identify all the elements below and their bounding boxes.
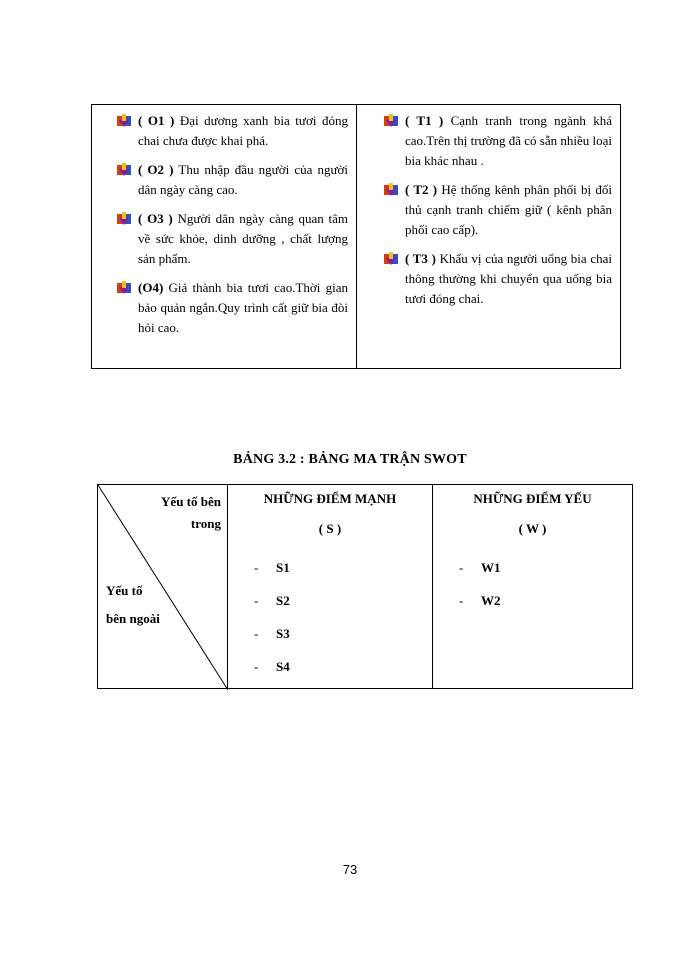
strengths-header: NHỮNG ĐIỂM MẠNH [263, 491, 397, 506]
threats-column [357, 105, 620, 368]
opportunity-item [116, 111, 348, 151]
dash: - [459, 593, 464, 608]
bullet-arrow-icon [116, 163, 132, 177]
item-code: ( O3 ) [138, 211, 173, 226]
internal-factors-label [161, 491, 221, 535]
item-text: Hệ thống kênh phân phối bị đối thủ cạnh tranh chiếm giữ ( kênh phân phối cao cấp). [405, 182, 612, 237]
weakness-label: W1 [481, 560, 501, 575]
weakness-label: W2 [481, 593, 501, 608]
dash: - [254, 560, 259, 575]
item-text: Đại dương xanh bia tươi đóng chai chưa được khai phá. [138, 113, 348, 148]
strength-label: S3 [276, 626, 290, 641]
dash: - [254, 626, 259, 641]
external-label-line: bên ngoài [106, 611, 160, 626]
opportunities-column [92, 105, 357, 368]
bullet-arrow-icon [116, 114, 132, 128]
list-item [228, 551, 432, 584]
strength-label: S2 [276, 593, 290, 608]
item-text: Cạnh tranh trong ngành khá cao.Trên thị trường đã có sẵn nhiều loại bia khác nhau . [405, 113, 612, 168]
opportunity-item [116, 160, 348, 200]
threat-item [383, 180, 612, 240]
list-item [433, 584, 632, 617]
opportunity-item [116, 278, 348, 338]
external-factors-label [106, 577, 160, 633]
threat-item [383, 249, 612, 309]
item-text: Giá thành bia tươi cao.Thời gian bảo quản ngắn.Quy trình cất giữ bia đòi hỏi cao. [138, 280, 349, 335]
swot-corner-cell [98, 485, 228, 688]
item-text: Thu nhập đầu người của người dân ngày càng cao. [138, 162, 348, 197]
opportunity-item [116, 209, 348, 269]
dash: - [254, 593, 259, 608]
item-code: ( T1 ) [405, 113, 444, 128]
item-text: Khẩu vị của người uống bia chai thông thường khi chuyển qua uống bia tươi đóng chai. [405, 251, 612, 306]
bullet-arrow-icon [116, 212, 132, 226]
dash: - [459, 560, 464, 575]
item-code: (O4) [138, 280, 164, 295]
bullet-arrow-icon [383, 183, 399, 197]
page-number: 73 [342, 862, 358, 877]
item-code: ( T3 ) [405, 251, 436, 266]
list-item [228, 584, 432, 617]
external-label-line: Yếu tố [106, 583, 143, 598]
threat-item [383, 111, 612, 171]
internal-label-line: Yếu tố bên [161, 494, 221, 509]
strength-label: S4 [276, 659, 290, 674]
bullet-arrow-icon [116, 281, 132, 295]
strengths-cell [228, 485, 433, 688]
item-text: Người dân ngày càng quan tâm về sức khỏe, dinh dưỡng , chất lượng sản phẩm. [138, 211, 349, 266]
item-code: ( O1 ) [138, 113, 175, 128]
list-item [433, 551, 632, 584]
dash: - [254, 659, 259, 674]
weaknesses-sub: ( W ) [518, 521, 547, 536]
list-item [228, 650, 432, 683]
strengths-sub: ( S ) [318, 521, 342, 536]
bullet-arrow-icon [383, 114, 399, 128]
weaknesses-cell [433, 485, 632, 688]
bullet-arrow-icon [383, 252, 399, 266]
opportunities-threats-table [91, 104, 621, 369]
strength-label: S1 [276, 560, 290, 575]
list-item [228, 617, 432, 650]
table-caption: BẢNG 3.2 : BẢNG MA TRẬN SWOT [233, 452, 467, 467]
weaknesses-header: NHỮNG ĐIỂM YẾU [473, 491, 592, 506]
item-code: ( O2 ) [138, 162, 174, 177]
swot-matrix-table [97, 484, 633, 689]
item-code: ( T2 ) [405, 182, 438, 197]
internal-label-line: trong [190, 516, 221, 531]
